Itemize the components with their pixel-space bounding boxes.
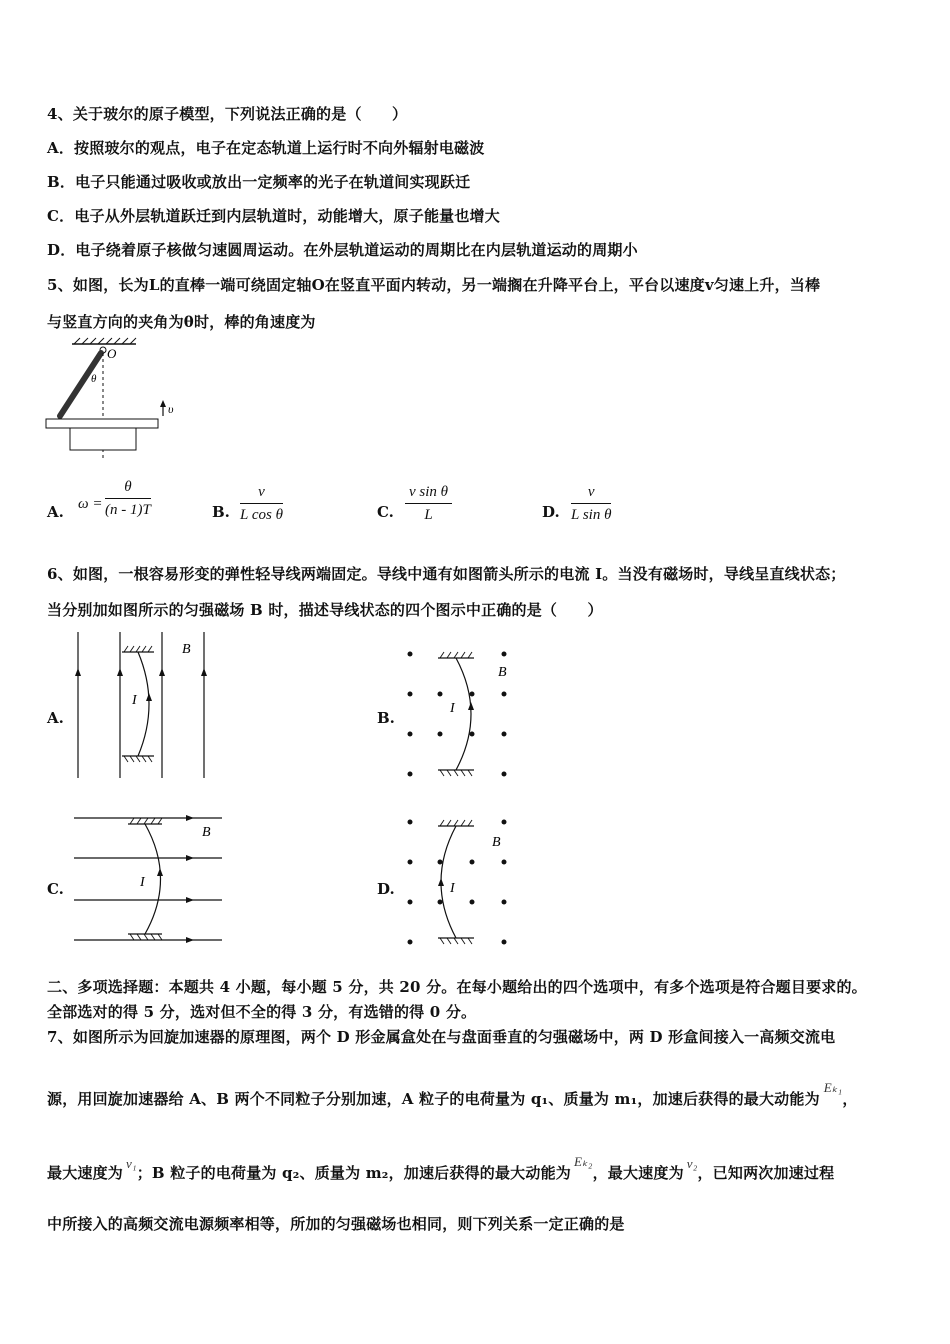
q7-ek1: Eₖ₁ [823,1080,843,1095]
q4-option-b: B．电子只能通过吸收或放出一定频率的光子在轨道间实现跃迁 [47,173,471,191]
q7-line3 [47,1154,835,1183]
q5-velocity-label: υ [168,402,174,416]
q7-line4: 中所接入的高频交流电源频率相等，所加的匀强磁场也相同，则下列关系一定正确的是 [47,1215,625,1233]
q6-figure-c [72,810,227,950]
q6-d-field: B [492,835,501,850]
q7-line1: 7、如图所示为回旋加速器的原理图，两个 D 形金属盒处在与盘面垂直的匀强磁场中，两 D 形盒间接入一高频交流电 [47,1028,836,1046]
q5-stem-line1: 5、如图，长为L的直棒一端可绕固定轴O在竖直平面内转动，另一端搁在升降平台上，平台以速度v匀速上升，当棒 [47,276,821,294]
q5-option-a-den: (n - 1)T [105,502,151,518]
q6-option-d-label: D. [377,880,395,898]
q7-line3a: 最大速度为 [47,1164,124,1182]
q5-angle-label: θ [91,373,97,385]
q5-option-c-label: C. [377,503,394,521]
q7-v2: v₂ [686,1156,698,1171]
q4-option-c: C．电子从外层轨道跃迁到内层轨道时，动能增大，原子能量也增大 [47,207,500,225]
q6-figure-b [400,640,520,785]
q6-figure-d [400,812,520,952]
q6-d-current: I [450,881,455,896]
q7-line3c: ，最大速度为 [592,1164,684,1182]
q5-option-d-label: D. [542,503,560,521]
q7-v1: v₁ [126,1156,137,1171]
q5-option-b-den: L cos θ [240,507,283,523]
q6-stem-line2: 当分别加如图所示的匀强磁场 B 时，描述导线状态的四个图示中正确的是（ ） [47,601,603,619]
q5-option-d-num: v [571,484,611,504]
q6-figure-a [70,628,220,783]
section2-line2: 全部选对的得 5 分，选对但不全的得 3 分，有选错的得 0 分。 [47,1003,477,1021]
q6-b-current: I [450,701,455,716]
q6-option-c-label: C. [47,880,64,898]
q6-a-field: B [182,642,191,657]
q4-stem: 4、关于玻尔的原子模型，下列说法正确的是（ ） [47,105,408,123]
q5-option-d-den: L sin θ [571,507,612,523]
q7-comma1: ， [842,1090,858,1108]
q6-b-field: B [498,665,507,680]
q7-line3b: ；B 粒子的电荷量为 q₂、质量为 m₂，加速后获得的最大动能为 [136,1164,571,1182]
q5-rod-figure [40,336,200,466]
q7-line2 [47,1080,858,1109]
q7-line3d: ，已知两次加速过程 [697,1164,835,1182]
q6-stem-line1: 6、如图，一根容易形变的弹性轻导线两端固定。导线中通有如图箭头所示的电流 I。当没有磁场时，导线呈直线状态； [47,565,846,583]
q5-option-a-num: θ [105,479,151,499]
q5-option-b-fraction [240,484,283,524]
q6-c-current: I [140,875,145,890]
q5-option-b-num: v [240,484,283,504]
q7-line2-text: 源，用回旋加速器给 A、B 两个不同粒子分别加速，A 粒子的电荷量为 q₁、质量为 m₁，加速后获得的最大动能为 [47,1090,820,1108]
q6-a-current: I [132,693,137,708]
q5-pivot-label: O [107,346,117,361]
q5-option-c-den: L [424,507,433,523]
q4-option-a: A．按照玻尔的观点，电子在定态轨道上运行时不向外辐射电磁波 [47,139,485,157]
q6-option-a-label: A. [47,709,64,727]
q5-option-a-fraction [105,479,151,519]
q7-ek2: Eₖ₂ [573,1154,593,1169]
q5-option-b-label: B. [212,503,230,521]
q6-c-field: B [202,825,211,840]
q5-option-a-label: A. [47,503,64,521]
q5-option-c-fraction [405,484,452,524]
q6-option-b-label: B. [377,709,395,727]
q5-option-d-fraction [571,484,611,524]
q5-stem-line2: 与竖直方向的夹角为θ时，棒的角速度为 [47,313,316,331]
section2-line1: 二、多项选择题：本题共 4 小题，每小题 5 分，共 20 分。在每小题给出的四个选项中，有多个选项是符合题目要求的。 [47,978,867,996]
q5-option-c-num: v sin θ [405,484,452,504]
q5-option-a-lhs: ω = [78,496,103,512]
q4-option-d: D．电子绕着原子核做匀速圆周运动。在外层轨道运动的周期比在内层轨道运动的周期小 [47,241,638,259]
